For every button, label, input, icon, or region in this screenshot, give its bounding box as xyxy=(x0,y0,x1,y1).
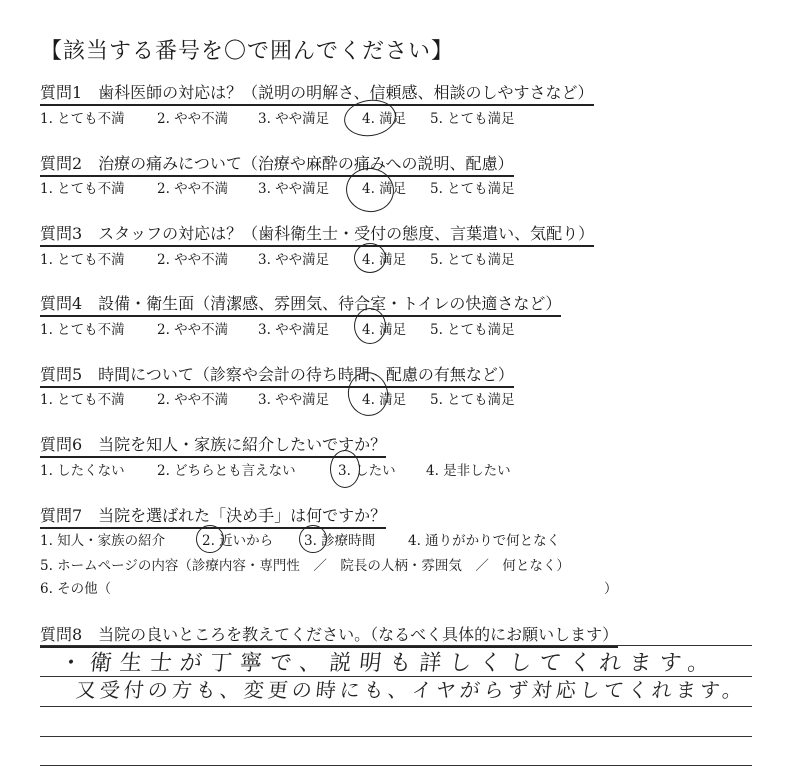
q5-option-5[interactable]: 5. とても満足 xyxy=(430,392,515,408)
answer-rule-3 xyxy=(40,706,752,707)
question-6-title: 質問6 当院を知人・家族に紹介したいですか？ xyxy=(40,432,386,458)
q3-option-4[interactable]: 4. 満足 xyxy=(362,252,407,268)
q6-option-1[interactable]: 1. したくない xyxy=(40,463,125,479)
q3-option-1[interactable]: 1. とても不満 xyxy=(40,252,125,268)
q2-option-4[interactable]: 4. 満足 xyxy=(362,181,407,197)
question-1-title: 質問1 歯科医師の対応は？（説明の明解さ、信頼感、相談のしやすさなど） xyxy=(40,80,594,106)
q3-option-3[interactable]: 3. やや満足 xyxy=(258,252,330,268)
question-2-title: 質問2 治療の痛みについて（治療や麻酔の痛みへの説明、配慮） xyxy=(40,151,514,177)
q4-option-5[interactable]: 5. とても満足 xyxy=(430,322,515,338)
q6-option-4[interactable]: 4. 是非したい xyxy=(426,463,511,479)
q2-option-2[interactable]: 2. やや不満 xyxy=(157,181,229,197)
q4-option-1[interactable]: 1. とても不満 xyxy=(40,322,125,338)
q7-option-3[interactable]: 3. 診療時間 xyxy=(304,533,376,549)
question-4-title: 質問4 設備・衛生面（清潔感、雰囲気、待合室・トイレの快適さなど） xyxy=(40,291,561,317)
answer-rule-5 xyxy=(40,765,752,766)
q6-option-3[interactable]: 3. したい xyxy=(338,463,396,479)
q7-option-5[interactable]: 5. ホームページの内容（診療内容・専門性 ／ 院長の人柄・雰囲気 ／ 何となく） xyxy=(40,558,570,574)
q3-option-5[interactable]: 5. とても満足 xyxy=(430,252,515,268)
q7-option-2[interactable]: 2. 近いから xyxy=(202,533,274,549)
instruction-header: 【該当する番号を〇で囲んでください】 xyxy=(40,39,455,64)
question-5-title: 質問5 時間について（診察や会計の待ち時間、配慮の有無など） xyxy=(40,362,514,388)
q1-option-4[interactable]: 4. 満足 xyxy=(362,111,407,127)
question-7-title: 質問7 当院を選ばれた「決め手」は何ですか？ xyxy=(40,503,386,529)
q5-option-3[interactable]: 3. やや満足 xyxy=(258,392,330,408)
q4-option-3[interactable]: 3. やや満足 xyxy=(258,322,330,338)
q7-option-6-label[interactable]: 6. その他（ xyxy=(40,581,112,597)
q7-option-1[interactable]: 1. 知人・家族の紹介 xyxy=(40,533,166,549)
q2-option-1[interactable]: 1. とても不満 xyxy=(40,181,125,197)
q3-selection-circle xyxy=(354,243,386,273)
question-8-title: 質問8 当院の良いところを教えてください。（なるべく具体的にお願いします） xyxy=(40,622,618,648)
q6-option-2[interactable]: 2. どちらとも言えない xyxy=(157,463,296,479)
q5-option-1[interactable]: 1. とても不満 xyxy=(40,392,125,408)
q7-option-4[interactable]: 4. 通りがかりで何となく xyxy=(408,533,561,549)
q6-selection-circle xyxy=(330,450,360,488)
q5-option-2[interactable]: 2. やや不満 xyxy=(157,392,229,408)
q2-option-3[interactable]: 3. やや満足 xyxy=(258,181,330,197)
handwritten-answer-line-1: ・衛生士が丁寧で、説明も詳しくしてくれます。 xyxy=(58,651,719,676)
handwritten-answer-line-2: 又受付の方も、変更の時にも、イヤがらず対応してくれます。 xyxy=(74,678,748,702)
q1-option-3[interactable]: 3. やや満足 xyxy=(258,111,330,127)
q1-option-2[interactable]: 2. やや不満 xyxy=(157,111,229,127)
q2-option-5[interactable]: 5. とても満足 xyxy=(430,181,515,197)
q1-option-5[interactable]: 5. とても満足 xyxy=(430,111,515,127)
q7-option-6-close: ） xyxy=(604,581,618,597)
q5-option-4[interactable]: 4. 満足 xyxy=(362,392,407,408)
question-3-title: 質問3 スタッフの対応は？（歯科衛生士・受付の態度、言葉遣い、気配り） xyxy=(40,221,594,247)
answer-rule-4 xyxy=(40,736,752,737)
q7-selection-circle-2 xyxy=(196,525,224,553)
q4-selection-circle xyxy=(354,308,386,344)
q3-option-2[interactable]: 2. やや不満 xyxy=(157,252,229,268)
q7-selection-circle-3 xyxy=(299,525,327,553)
q4-option-4[interactable]: 4. 満足 xyxy=(362,322,407,338)
q4-option-2[interactable]: 2. やや不満 xyxy=(157,322,229,338)
q1-option-1[interactable]: 1. とても不満 xyxy=(40,111,125,127)
